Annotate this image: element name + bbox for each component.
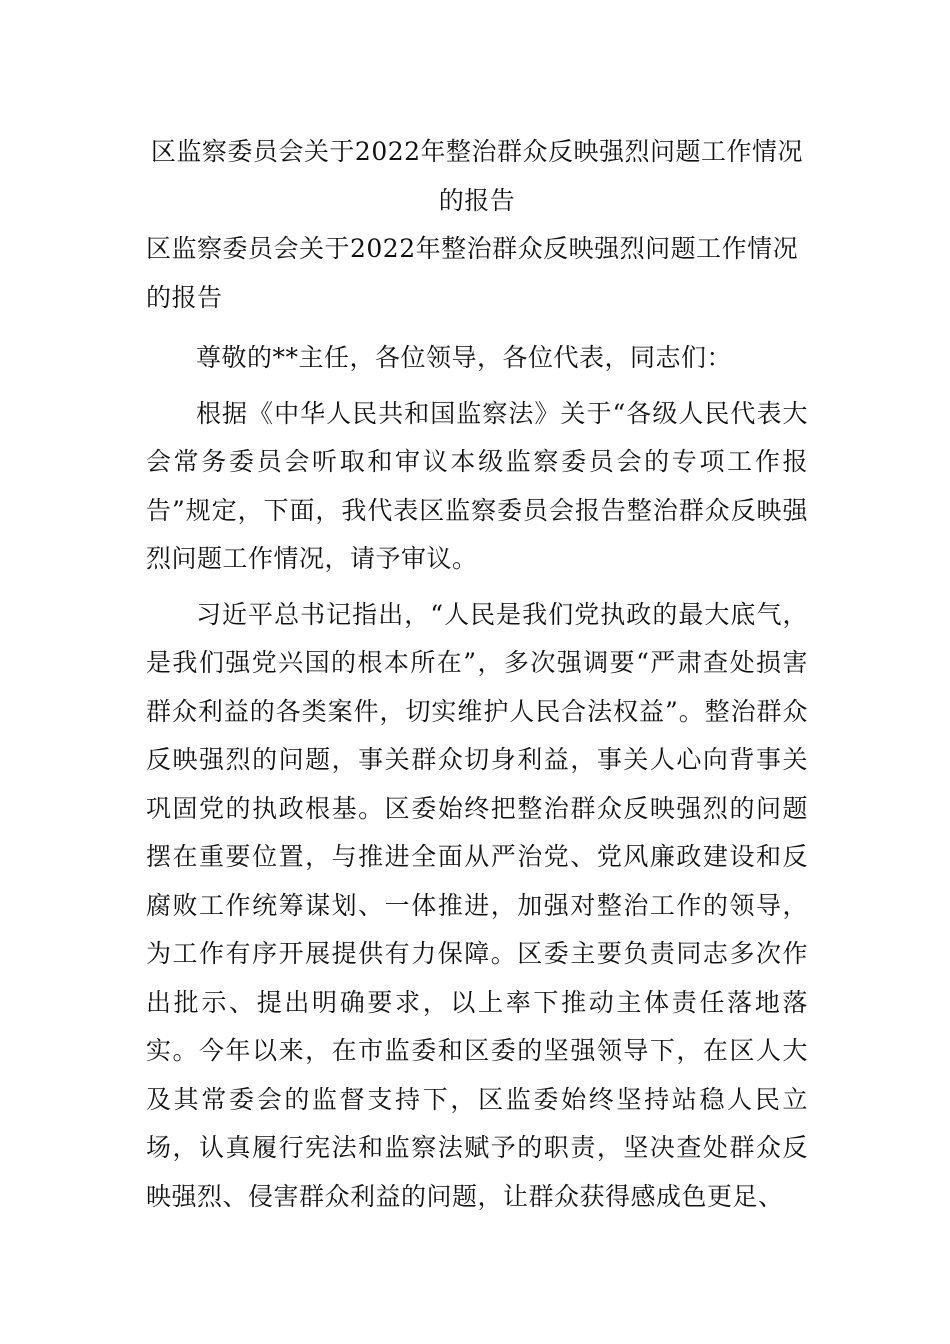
paragraph-2: 习近平总书记指出，“人民是我们党执政的最大底气，是我们强党兴国的根本所在”，多次强调要“严肃查处损害群众利益的各类案件，切实维护人民合法权益”。整治群众反映强烈的问题，事关群众切身利益，事关人心向背事关巩固党的执政根基。区委始终把整治群众反映强烈的问题摆在重要位置，与推进全面从严治党、党风廉政建设和反腐败工作统筹谋划、一体推进，加强对整治工作的领导，为工作有序开展提供有力保障。区委主要负责同志多次作出批示、提出明确要求，以上率下推动主体责任落地落实。今年以来，在市监委和区委的坚强领导下，在区人大及其常委会的监督支持下，区监委始终坚持站稳人民立场，认真履行宪法和监察法赋予的职责，坚决查处群众反映强烈、侵害群众利益的问题，让群众获得感成色更足、 xyxy=(146,599,808,1211)
salutation: 尊敬的**主任，各位领导，各位代表，同志们： xyxy=(196,343,733,372)
document-subtitle: 区监察委员会关于2022年整治群众反映强烈问题工作情况的报告 xyxy=(146,234,799,312)
document-body xyxy=(146,128,808,1221)
paragraph-1: 根据《中华人民共和国监察法》关于“各级人民代表大会常务委员会听取和审议本级监察委员会的专项工作报告”规定，下面，我代表区监察委员会报告整治群众反映强烈问题工作情况，请予审议。 xyxy=(146,398,808,573)
document-title: 区监察委员会关于2022年整治群众反映强烈问题工作情况的报告 xyxy=(150,137,804,215)
